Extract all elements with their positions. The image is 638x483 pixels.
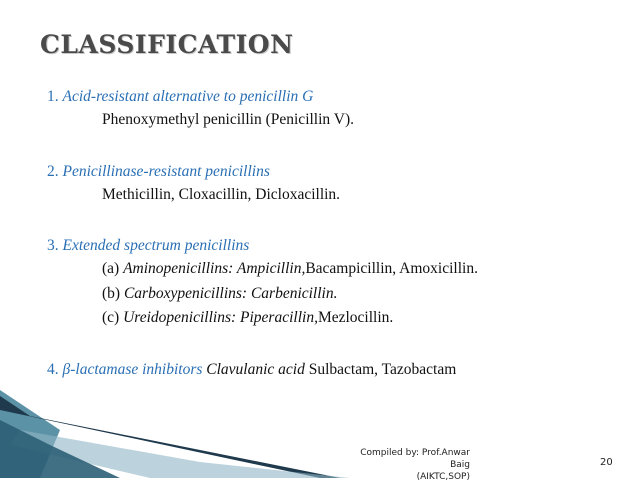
item-3-heading: Extended spectrum penicillins — [62, 237, 250, 254]
item-3-heading-line — [47, 237, 249, 255]
item-3c-line — [102, 309, 393, 327]
footer-credit-line1: Compiled by: Prof.Anwar Baig — [360, 448, 470, 470]
item-4-italic-extra: Clavulanic acid — [206, 361, 305, 378]
item-3a-label: (a) — [102, 260, 120, 277]
item-3b-label: (b) — [102, 285, 121, 302]
item-2-number: 2. — [47, 163, 59, 180]
item-1-number: 1. — [47, 88, 59, 105]
item-4-line — [47, 361, 456, 379]
item-4-number: 4. — [47, 361, 59, 378]
item-4-rest: Sulbactam, Tazobactam — [308, 361, 457, 378]
item-3b-line — [102, 285, 337, 303]
decorative-swoosh — [0, 390, 360, 478]
footer-credit-line2: (AIKTC,SOP) — [416, 472, 470, 482]
item-3b-italic: Carboxypenicillins: Carbenicillin. — [123, 285, 338, 302]
item-3a-line — [102, 260, 478, 278]
item-3c-italic: Ureidopenicillins: Piperacillin, — [123, 309, 318, 326]
item-2-heading: Penicillinase-resistant penicillins — [62, 163, 270, 180]
item-3a-rest: Bacampicillin, Amoxicillin. — [305, 260, 478, 277]
item-1-detail: Phenoxymethyl penicillin (Penicillin V). — [102, 111, 354, 128]
item-2-detail: Methicillin, Cloxacillin, Dicloxacillin. — [102, 186, 341, 203]
page-number: 20 — [600, 457, 613, 468]
item-3a-italic: Aminopenicillins: Ampicillin, — [123, 260, 306, 277]
item-3c-rest: Mezlocillin. — [317, 309, 394, 326]
slide-title: CLASSIFICATION — [40, 30, 294, 59]
item-3-number: 3. — [47, 237, 59, 254]
item-1-heading: Acid-resistant alternative to penicillin G — [62, 88, 314, 105]
item-3c-label: (c) — [102, 309, 120, 326]
item-2-heading-line — [47, 163, 270, 181]
item-4-heading: β-lactamase inhibitors — [62, 361, 203, 378]
item-1-heading-line — [47, 88, 313, 106]
